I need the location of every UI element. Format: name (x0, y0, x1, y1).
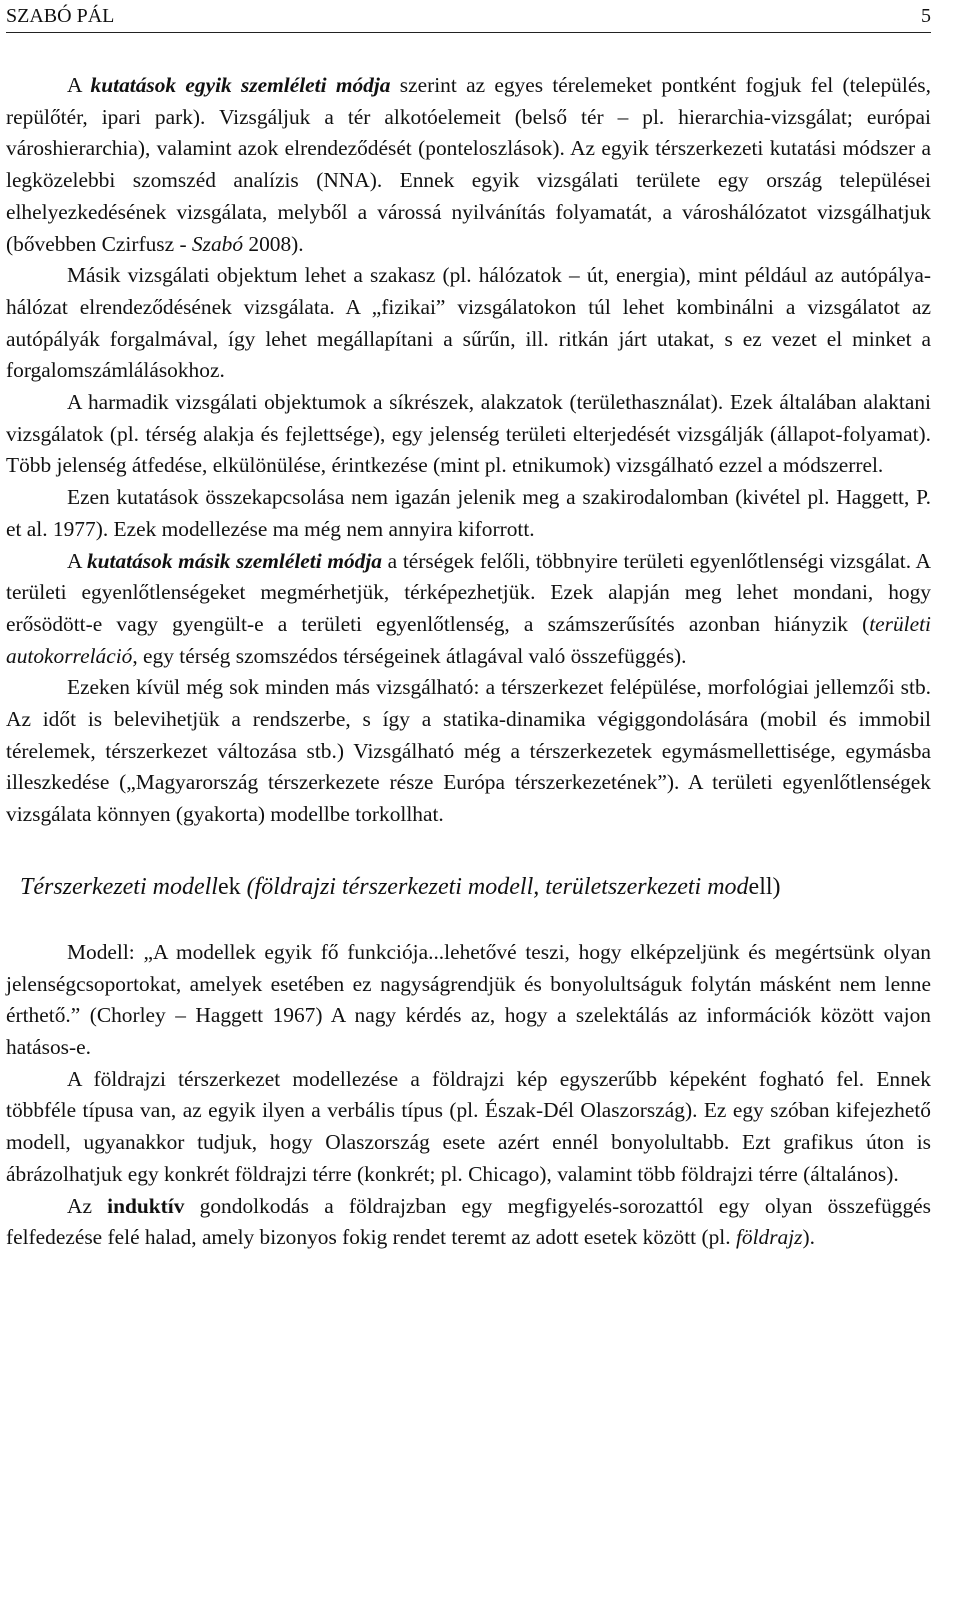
emphasis-term-italic: területi autokorreláció (6, 611, 931, 668)
page-body (6, 70, 931, 1254)
emphasis-term: kutatások másik szemléleti módja (86, 548, 383, 573)
running-head-author: SZABÓ PÁL (6, 5, 115, 27)
paragraph-8: A földrajzi térszerkezet modellezése a földrajzi kép egyszerűbb képeként fogható fel. Ennek többféle típusa van, az egyik ilyen a verbális típus (pl. Észak-Dél Olaszország). Ez egy szóban kifejezhető modell, ugyanakkor tudjuk, hogy Olaszország esete azért ennél bonyolultabb. Ezt grafikus úton is ábrázolhatjuk egy konkrét földrajzi térre (konkrét; pl. Chicago), valamint több földrajzi térre (általános). (6, 1066, 931, 1186)
paragraph-5: A kutatások másik szemléleti módja a térségek felőli, többnyire területi egyenlőtlenségi vizsgálat. A területi egyenlőtlenségeket megmérhetjük, térképezhetjük. Ezek alapján meg lehet mondani, hogy erősödött-e vagy gyengült-e a területi egyenlőtlenség, a számszerűsítés azonban hiányzik (területi autokorreláció, egy térség szomszédos térségeinek átlagával való összefüggés). (6, 548, 931, 668)
emphasis-bold: induktív (107, 1193, 185, 1218)
page-header (6, 6, 931, 33)
paragraph-9: Az induktív gondolkodás a földrajzban egy megfigyelés-sorozattól egy olyan összefüggés felfedezése felé halad, amely bizonyos fokig rendet teremt az adott esetek között (pl. földrajz). (6, 1193, 931, 1250)
paragraph-7: Modell: „A modellek egyik fő funkciója...lehetővé teszi, hogy elképzeljünk és megértsünk olyan jelenségcsoportokat, amelyek esetében ez nagyságrendjük és bonyolultságuk folytán másként nem lenne érthető.” (Chorley – Haggett 1967) A nagy kérdés az, hogy a szelektálás az információk között vajon hatásos-e. (6, 939, 931, 1059)
emphasis-term: kutatások egyik szemléleti módja (90, 73, 391, 97)
page-number: 5 (921, 5, 931, 27)
section-heading: Térszerkezeti modellek (földrajzi térszerkezeti modell, területszerkezeti modell) (20, 873, 781, 900)
citation-author: Szabó (191, 231, 244, 256)
paragraph-1: A kutatások egyik szemléleti módja szerint az egyes térelemeket pontként fogjuk fel (település, repülőtér, ipari park). Vizsgáljuk a tér alkotóelemeit (belső tér – pl. hierarchia-vizsgálat; európai városhierarchia), valamint azok elrendeződését (ponteloszlások). Az egyik térszerkezeti kutatási módszer a legközelebbi szomszéd analízis (NNA). Ennek egyik vizsgálati területe egy ország települései elhelyezkedésének vizsgálata, melyből a várossá nyilvánítás folyamatát, a városhálózatot vizsgálhatjuk (bővebben Czirfusz - Szabó 2008). (6, 73, 931, 256)
paragraph-3: A harmadik vizsgálati objektumok a síkrészek, alakzatok (területhasználat). Ezek általában alaktani vizsgálatok (pl. térség alakja és fejlettsége), egy jelenség területi elterjedését vizsgálják (állapot-folyamat). Több jelenség átfedése, elkülönülése, érintkezése (mint pl. etnikumok) vizsgálható ezzel a módszerrel. (6, 390, 931, 478)
emphasis-term-italic: földrajz (735, 1225, 803, 1250)
paragraph-4: Ezen kutatások összekapcsolása nem igazán jelenik meg a szakirodalomban (kivétel pl. Haggett, P. et al. 1977). Ezek modellezése ma még nem annyira kiforrott. (6, 485, 931, 541)
paragraph-2: Másik vizsgálati objektum lehet a szakasz (pl. hálózatok – út, energia), mint például az autópálya-hálózat elrendeződésének vizsgálata. A „fizikai” vizsgálatokon túl lehet kombinálni a vizsgálatot az autópályák forgalmával, így lehet megállapítani a sűrűn, ill. ritkán járt utakat, s ez vezet el minket a forgalomszámlálásokhoz. (6, 263, 931, 383)
paragraph-6: Ezeken kívül még sok minden más vizsgálható: a térszerkezet felépülése, morfológiai jellemzői stb. Az időt is belevihetjük a rendszerbe, s így a statika-dinamika végiggondolására (mobil és immobil térelemek, térszerkezet változása stb.) Vizsgálható még a térszerkezetek egymásmellettisége, egymásba illeszkedése („Magyarország térszerkezete része Európa térszerkezetének”). A területi egyenlőtlenségek vizsgálata könnyen (gyakorta) modellbe torkollhat. (6, 675, 931, 827)
